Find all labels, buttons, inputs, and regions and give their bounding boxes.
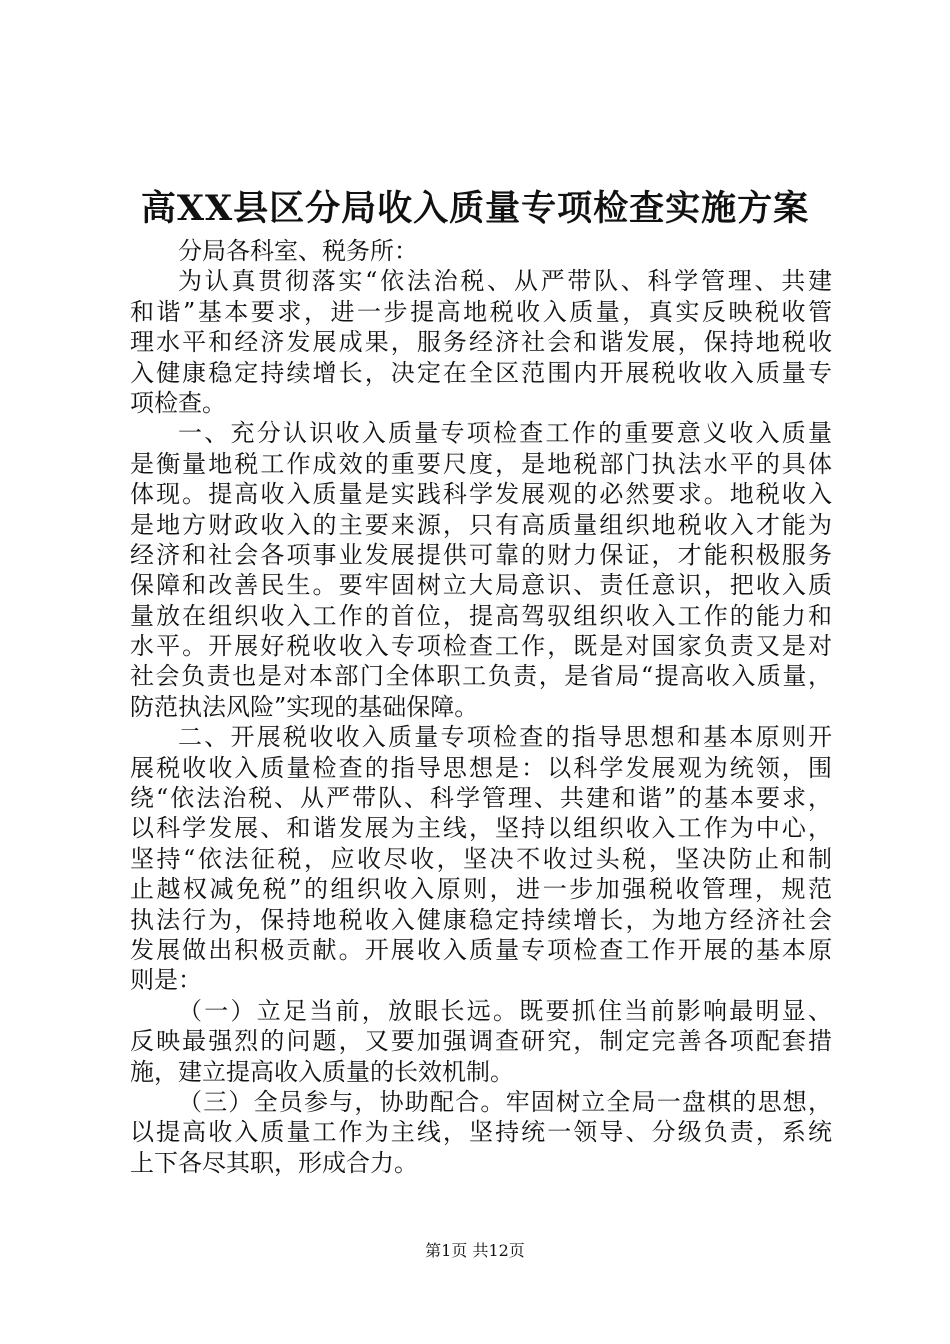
text-line: 入健康稳定持续增长，决定在全区范围内开展税收收入质量专 — [130, 358, 832, 387]
page-footer: 第1页 共12页 — [425, 1241, 525, 1260]
text-line: 防范执法风险”实现的基础保障。 — [130, 692, 479, 721]
text-line: 社会负责也是对本部门全体职工负责，是省局“提高收入质量， — [130, 662, 832, 691]
text-line: 绕“依法治税、从严带队、科学管理、共建和谐”的基本要求， — [130, 784, 832, 813]
text-line: 施，建立提高收入质量的长效机制。 — [130, 1057, 514, 1086]
document-title: 高XX县区分局收入质量专项检查实施方案 — [140, 188, 810, 229]
text-line: 保障和改善民生。要牢固树立大局意识、责任意识，把收入质 — [130, 571, 832, 600]
text-line: 二、开展税收收入质量专项检查的指导思想和基本原则开 — [178, 723, 832, 752]
text-line: 展税收收入质量检查的指导思想是：以科学发展观为统领，围 — [130, 753, 832, 782]
text-line: 和谐”基本要求，进一步提高地税收入质量，真实反映税收管 — [130, 297, 832, 326]
text-line: 以科学发展、和谐发展为主线，坚持以组织收入工作为中心， — [130, 814, 832, 843]
text-line: 以提高收入质量工作为主线，坚持统一领导、分级负责，系统 — [130, 1118, 832, 1147]
text-line: 则是： — [130, 966, 202, 995]
text-line: 量放在组织收入工作的首位，提高驾驭组织收入工作的能力和 — [130, 601, 832, 630]
text-line: 上下各尽其职，形成合力。 — [130, 1148, 418, 1177]
text-line: 水平。开展好税收收入专项检查工作，既是对国家负责又是对 — [130, 632, 832, 661]
text-line: 是衡量地税工作成效的重要尺度，是地税部门执法水平的具体 — [130, 449, 832, 478]
text-line: 坚持“依法征税，应收尽收，坚决不收过头税，坚决防止和制 — [130, 844, 832, 873]
text-line: 经济和社会各项事业发展提供可靠的财力保证，才能积极服务 — [130, 540, 832, 569]
text-line: 分局各科室、税务所： — [178, 237, 418, 265]
text-line: 发展做出积极贡献。开展收入质量专项检查工作开展的基本原 — [130, 935, 832, 964]
text-line: （三）全员参与，协助配合。牢固树立全局一盘棋的思想， — [178, 1087, 832, 1116]
text-line: （一）立足当前，放眼长远。既要抓住当前影响最明显、 — [178, 996, 832, 1025]
text-line: 执法行为，保持地税收入健康稳定持续增长，为地方经济社会 — [130, 905, 832, 934]
document-body — [130, 236, 832, 1178]
text-line: 止越权减免税”的组织收入原则，进一步加强税收管理，规范 — [130, 875, 832, 904]
text-line: 为认真贯彻落实“依法治税、从严带队、科学管理、共建 — [178, 267, 832, 296]
text-line: 是地方财政收入的主要来源，只有高质量组织地税收入才能为 — [130, 510, 832, 539]
text-line: 项检查。 — [130, 388, 226, 417]
text-line: 理水平和经济发展成果，服务经济社会和谐发展，保持地税收 — [130, 328, 832, 357]
text-line: 一、充分认识收入质量专项检查工作的重要意义收入质量 — [178, 419, 832, 448]
text-line: 反映最强烈的问题，又要加强调查研究，制定完善各项配套措 — [130, 1027, 832, 1056]
text-line: 体现。提高收入质量是实践科学发展观的必然要求。地税收入 — [130, 480, 832, 509]
